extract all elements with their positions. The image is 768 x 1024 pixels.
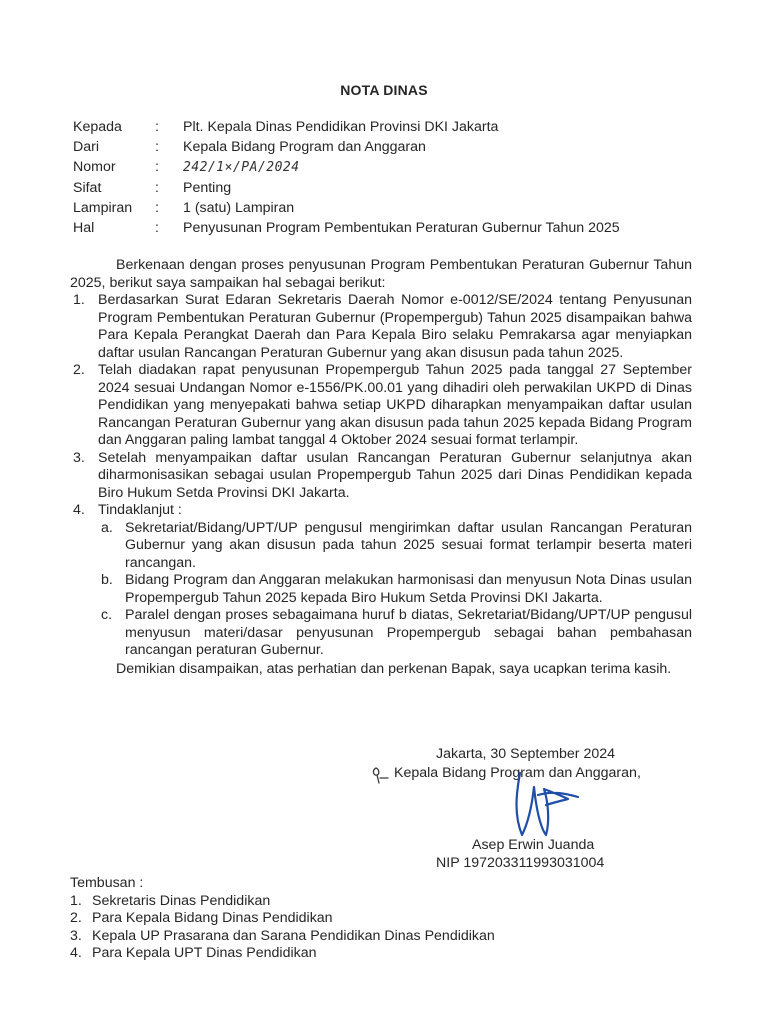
header-label: Lampiran [73,199,133,216]
sub-list-letter: b. [101,572,113,588]
document-body [70,257,692,678]
header-colon: : [155,159,159,176]
list-number: 4. [73,502,85,518]
header-row-dari [73,137,620,157]
tembusan-text: Para Kepala UPT Dinas Pendidikan [92,945,317,962]
tembusan-item [70,928,495,946]
header-colon: : [155,220,159,237]
header-row-nomor [73,157,620,177]
header-row-hal [73,218,620,238]
header-row-lampiran [73,198,620,218]
intro-paragraph: Berkenaan dengan proses penyusunan Program Pembentukan Peraturan Gubernur Tahun 2025, berikut saya sampaikan hal sebagai berikut: [70,257,692,291]
closing-paragraph: Demikian disampaikan, atas perhatian dan perkenan Bapak, saya ucapkan terima kasih. [116,660,672,677]
tembusan-text: Sekretaris Dinas Pendidikan [92,892,271,909]
list-item [70,450,692,503]
header-value-handwritten: 242/1×/PA/2024 [183,159,300,175]
list-item-content [98,502,692,660]
header-block [73,117,620,238]
sub-list-item [98,572,692,607]
header-label: Nomor [73,159,116,176]
header-value: Penting [183,179,232,196]
tembusan-heading: Tembusan : [70,875,144,891]
list-item [70,362,692,450]
header-row-kepada [73,117,620,137]
signature-date: Jakarta, 30 September 2024 [436,746,616,762]
tembusan-item [70,945,495,963]
header-value: Kepala Bidang Program dan Anggaran [183,139,426,156]
list-text: Tindaklanjut : [98,502,182,518]
list-number: 1. [73,292,85,308]
tembusan-text: Kepala UP Prasarana dan Sarana Pendidikan Dinas Pendidikan [92,927,495,944]
tembusan-item [70,910,495,928]
header-row-sifat [73,178,620,198]
tembusan-number: 2. [70,910,82,927]
handwritten-signature-icon [498,765,588,845]
initial-mark-icon [370,764,392,786]
header-colon: : [155,119,159,136]
sub-list-letter: a. [101,519,113,536]
sub-list-item [98,607,692,660]
list-number: 3. [73,449,85,466]
header-value: 1 (satu) Lampiran [183,199,295,216]
signature-position-text: Kepala Bidang Program dan Anggaran, [394,765,641,781]
header-colon: : [155,179,159,196]
signatory-name: Asep Erwin Juanda [472,837,595,853]
header-label: Dari [73,139,100,156]
list-text: Telah diadakan rapat penyusunan Propempergub Tahun 2025 pada tanggal 27 September 2024 sesuai Undangan Nomor e-1556/PK.00.01 yang dihadiri oleh perwakilan UKPD di Dinas Pendidikan yang menyepakati bahwa setiap UKPD diharapkan menyampaikan daftar usulan Rancangan Peraturan Gubernur yang akan disusun pada tahun 2025 kepada Bidang Program dan Anggaran paling lambat tanggal 4 Oktober 2024 sesuai format terlampir. [98,362,692,448]
header-colon: : [155,199,159,216]
tembusan-number: 4. [70,945,82,962]
header-label: Sifat [73,179,102,196]
tembusan-number: 1. [70,892,82,909]
sub-list-text: Bidang Program dan Anggaran melakukan harmonisasi dan menyusun Nota Dinas usulan Propempergub Tahun 2025 kepada Biro Hukum Setda Provinsi DKI Jakarta. [125,572,692,606]
sub-list-text: Sekretariat/Bidang/UPT/UP pengusul mengirimkan daftar usulan Rancangan Peraturan Gubernur yang akan disusun pada tahun 2025 sesuai format terlampir beserta materi rancangan. [125,519,692,571]
list-item [70,502,692,660]
list-item [70,292,692,362]
list-number: 2. [73,362,85,378]
tembusan-text: Para Kepala Bidang Dinas Pendidikan [92,910,333,927]
sub-list [98,520,692,660]
list-text: Setelah menyampaikan daftar usulan Rancangan Peraturan Gubernur selanjutnya akan diharmonisasikan sebagai usulan Propempergub Tahun 2025 dari Dinas Pendidikan kepada Biro Hukum Setda Provinsi DKI Jakarta. [98,449,692,501]
header-value: Penyusunan Program Pembentukan Peraturan Gubernur Tahun 2025 [183,220,620,237]
tembusan-number: 3. [70,927,82,944]
header-label: Hal [73,220,95,237]
sub-list-text: Paralel dengan proses sebagaimana huruf b diatas, Sekretariat/Bidang/UPT/UP pengusul menyusun materi/dasar penyusunan Propempergub sebagai bahan pembahasan rancangan peraturan Gubernur. [125,607,692,658]
list-text: Berdasarkan Surat Edaran Sekretaris Daerah Nomor e-0012/SE/2024 tentang Penyusunan Program Pembentukan Peraturan Gubernur (Propempergub) Tahun 2025 disampaikan bahwa Para Kepala Perangkat Daerah dan Para Kepala Biro selaku Pemrakarsa agar menyiapkan daftar usulan Rancangan Peraturan Gubernur yang akan disusun pada tahun 2025. [98,292,692,361]
signatory-nip: NIP 197203311993031004 [436,855,605,871]
main-list [70,292,692,660]
header-colon: : [155,139,159,156]
sub-list-item [98,520,692,573]
tembusan-block [70,875,495,963]
header-value: Plt. Kepala Dinas Pendidikan Provinsi DKI Jakarta [183,119,499,136]
sub-list-letter: c. [101,607,113,623]
tembusan-item [70,893,495,911]
document-title: NOTA DINAS [340,82,428,98]
header-label: Kepada [73,119,122,136]
